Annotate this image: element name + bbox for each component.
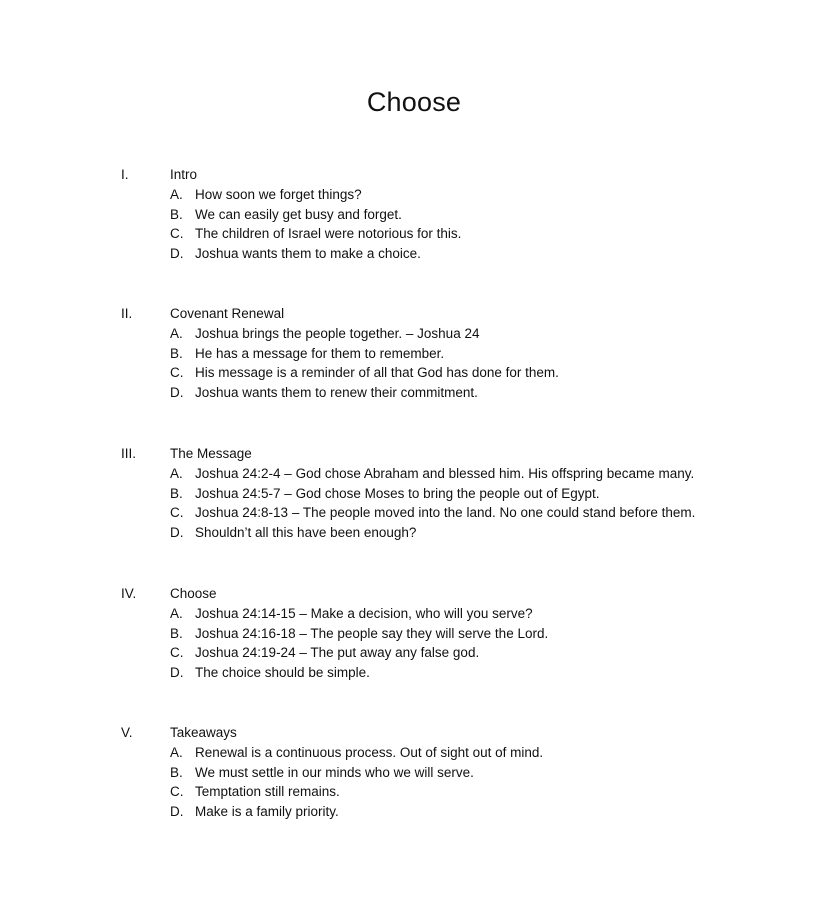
item-text: Joshua 24:14-15 – Make a decision, who will you serve? [195, 606, 533, 621]
outline-item [0, 663, 828, 683]
outline-item [0, 344, 828, 364]
item-text: We can easily get busy and forget. [195, 206, 402, 222]
outline-section-the-message [0, 444, 828, 543]
item-letter: C. [170, 505, 184, 521]
outline-section-choose [0, 584, 828, 683]
item-text: The children of Israel were notorious for this. [195, 226, 462, 242]
outline-item [0, 503, 828, 523]
item-text: Joshua 24:19-24 – The put away any false god. [195, 645, 480, 661]
outline-item [0, 604, 828, 624]
outline-item [0, 802, 828, 822]
outline-item [0, 763, 828, 783]
item-letter: A. [170, 606, 183, 621]
item-text: He has a message for them to remember. [195, 345, 445, 361]
section-items [0, 604, 828, 683]
outline-item [0, 743, 828, 763]
section-header [0, 304, 828, 324]
item-letter: B. [170, 345, 183, 361]
item-letter: B. [170, 625, 183, 641]
outline-item [0, 363, 828, 383]
item-letter: C. [170, 784, 184, 800]
section-heading: Takeaways [170, 725, 237, 740]
item-text: Renewal is a continuous process. Out of sight out of mind. [195, 745, 544, 760]
item-text: Shouldn’t all this have been enough? [195, 525, 417, 541]
item-letter: C. [170, 226, 184, 242]
outline-item [0, 185, 828, 205]
section-heading: The Message [170, 446, 252, 461]
outline-item [0, 782, 828, 802]
outline-item [0, 624, 828, 644]
section-header [0, 584, 828, 604]
section-header [0, 444, 828, 464]
item-letter: A. [170, 326, 183, 341]
section-header [0, 165, 828, 185]
section-items [0, 743, 828, 822]
item-text: His message is a reminder of all that God has done for them. [195, 365, 559, 381]
outline-item [0, 383, 828, 403]
item-text: Joshua 24:16-18 – The people say they will serve the Lord. [195, 625, 549, 641]
outline-item [0, 324, 828, 344]
document-title: Choose [366, 87, 462, 118]
item-letter: A. [170, 187, 183, 202]
section-numeral: V. [121, 725, 133, 740]
item-text: Joshua 24:2-4 – God chose Abraham and blessed him. His offspring became many. [195, 466, 695, 481]
item-text: Joshua wants them to renew their commitment. [195, 385, 478, 401]
item-text: Joshua brings the people together. – Joshua 24 [195, 326, 480, 341]
section-items [0, 464, 828, 543]
item-text: Temptation still remains. [195, 784, 340, 800]
section-items [0, 185, 828, 264]
item-text: The choice should be simple. [195, 665, 370, 681]
item-text: Make is a family priority. [195, 804, 339, 820]
outline-item [0, 464, 828, 484]
item-letter: C. [170, 645, 184, 661]
item-letter: B. [170, 764, 183, 780]
outline-section-intro [0, 165, 828, 264]
item-letter: C. [170, 365, 184, 381]
item-letter: A. [170, 466, 183, 481]
section-heading: Choose [170, 586, 217, 601]
section-numeral: II. [121, 306, 133, 321]
item-text: Joshua wants them to make a choice. [195, 246, 421, 262]
item-text: Joshua 24:8-13 – The people moved into the land. No one could stand before them. [195, 505, 696, 521]
outline-item [0, 643, 828, 663]
item-text: How soon we forget things? [195, 187, 362, 202]
outline-section-covenant-renewal [0, 304, 828, 403]
section-numeral: III. [121, 446, 137, 461]
outline-item [0, 484, 828, 504]
outline-item [0, 244, 828, 264]
item-letter: D. [170, 665, 184, 681]
section-items [0, 324, 828, 403]
outline-item [0, 523, 828, 543]
item-letter: B. [170, 206, 183, 222]
section-numeral: I. [121, 167, 129, 182]
item-letter: B. [170, 485, 183, 501]
item-letter: D. [170, 525, 184, 541]
section-heading: Covenant Renewal [170, 306, 285, 321]
section-heading: Intro [170, 167, 198, 182]
outline-section-takeaways [0, 723, 828, 822]
section-numeral: IV. [121, 586, 137, 601]
item-letter: A. [170, 745, 183, 760]
outline-item [0, 224, 828, 244]
item-text: We must settle in our minds who we will serve. [195, 764, 474, 780]
outline-item [0, 205, 828, 225]
section-header [0, 723, 828, 743]
item-text: Joshua 24:5-7 – God chose Moses to bring the people out of Egypt. [195, 485, 600, 501]
item-letter: D. [170, 804, 184, 820]
item-letter: D. [170, 385, 184, 401]
item-letter: D. [170, 246, 184, 262]
